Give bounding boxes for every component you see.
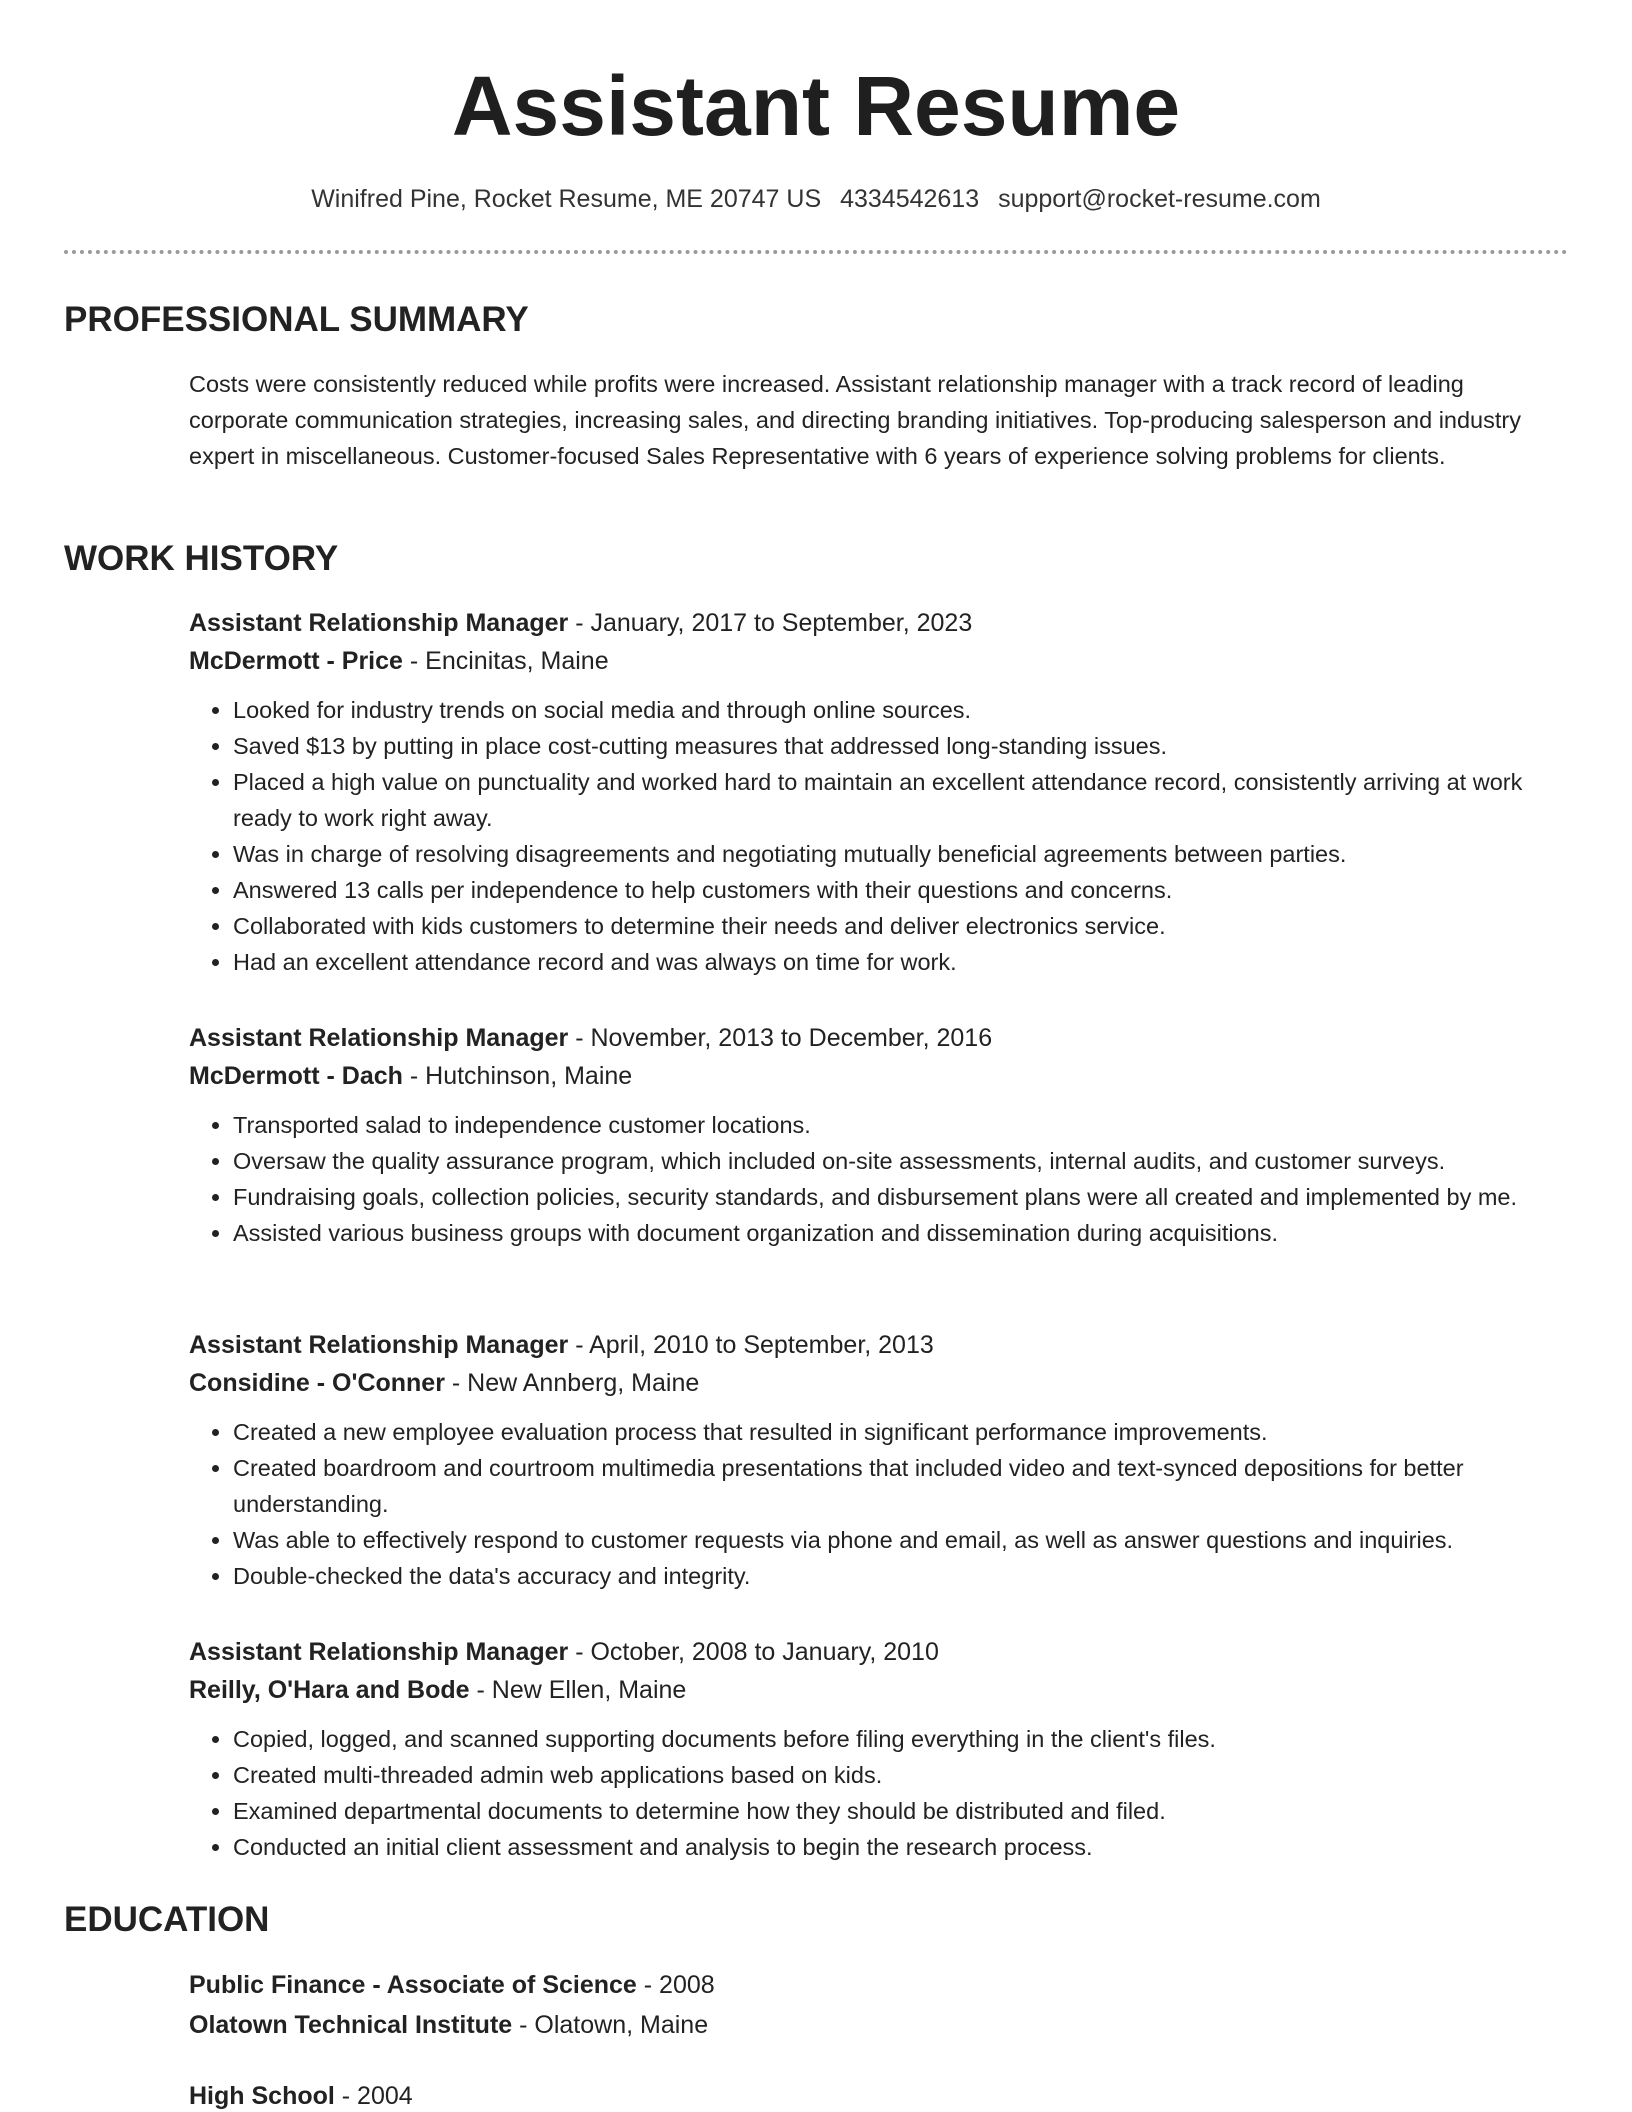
job-dates: - October, 2008 to January, 2010 — [568, 1638, 939, 1666]
education-entry-1 — [189, 1965, 1569, 2045]
edu-school-line — [189, 2005, 1569, 2045]
contact-email: support@rocket-resume.com — [998, 185, 1321, 213]
job-dates: - November, 2013 to December, 2016 — [568, 1024, 993, 1052]
job-company-line — [189, 642, 1569, 680]
education-entry-2 — [189, 2076, 1569, 2112]
job-bullet: • Fundraising goals, collection policies, security standards, and disbursement plans were all created and implemented by me. — [233, 1179, 1569, 1215]
job-company: Reilly, O'Hara and Bode — [189, 1676, 470, 1704]
edu-school: Olatown Technical Institute — [189, 2011, 513, 2039]
education-heading: EDUCATION — [64, 1900, 270, 1939]
job-bullet: • Was in charge of resolving disagreements and negotiating mutually beneficial agreements between parties. — [233, 836, 1569, 872]
edu-degree: High School — [189, 2082, 335, 2110]
job-bullet: • Saved $13 by putting in place cost-cutting measures that addressed long-standing issues. — [233, 728, 1569, 764]
job-company: McDermott - Price — [189, 647, 403, 675]
job-company-line — [189, 1364, 1569, 1402]
job-entry-1 — [189, 604, 1569, 980]
job-title-line — [189, 1019, 1569, 1057]
work-history-heading: WORK HISTORY — [64, 539, 339, 578]
job-bullets — [189, 692, 1569, 980]
edu-degree-line — [189, 1965, 1569, 2005]
job-bullet: • Collaborated with kids customers to determine their needs and deliver electronics service. — [233, 908, 1569, 944]
job-title-line — [189, 1326, 1569, 1364]
job-bullets — [189, 1414, 1569, 1594]
job-bullets — [189, 1721, 1569, 1865]
job-company-line — [189, 1671, 1569, 1709]
header-divider — [64, 250, 1568, 254]
job-bullet: • Was able to effectively respond to customer requests via phone and email, as well as answer questions and inquiries. — [233, 1522, 1569, 1558]
edu-degree-line — [189, 2076, 1569, 2112]
job-company: McDermott - Dach — [189, 1062, 403, 1090]
job-entry-2 — [189, 1019, 1569, 1251]
job-bullet: • Looked for industry trends on social media and through online sources. — [233, 692, 1569, 728]
job-entry-3 — [189, 1326, 1569, 1594]
contact-address: Winifred Pine, Rocket Resume, ME 20747 US — [311, 185, 822, 213]
job-location: - New Annberg, Maine — [444, 1369, 700, 1397]
job-title: Assistant Relationship Manager — [189, 1024, 569, 1052]
edu-location: - Olatown, Maine — [512, 2011, 709, 2039]
job-bullet: • Answered 13 calls per independence to help customers with their questions and concerns. — [233, 872, 1569, 908]
job-company-line — [189, 1057, 1569, 1095]
edu-degree: Public Finance - Associate of Science — [189, 1971, 637, 1999]
job-bullet: • Created a new employee evaluation process that resulted in significant performance improvements. — [233, 1414, 1569, 1450]
job-title: Assistant Relationship Manager — [189, 1638, 569, 1666]
edu-year: - 2004 — [334, 2082, 413, 2110]
job-title: Assistant Relationship Manager — [189, 1331, 569, 1359]
job-bullet: • Double-checked the data's accuracy and integrity. — [233, 1558, 1569, 1594]
job-title-line — [189, 1633, 1569, 1671]
job-bullet: • Copied, logged, and scanned supporting documents before filing everything in the client's files. — [233, 1721, 1569, 1757]
job-bullets — [189, 1107, 1569, 1251]
job-bullet: • Transported salad to independence customer locations. — [233, 1107, 1569, 1143]
job-bullet: • Assisted various business groups with document organization and dissemination during acquisitions. — [233, 1215, 1569, 1251]
job-title: Assistant Relationship Manager — [189, 609, 569, 637]
job-bullet: • Created boardroom and courtroom multimedia presentations that included video and text-synced depositions for better understanding. — [233, 1450, 1569, 1522]
job-bullet: • Placed a high value on punctuality and worked hard to maintain an excellent attendance record, consistently arriving at work ready to work right away. — [233, 764, 1569, 836]
job-location: - Hutchinson, Maine — [402, 1062, 633, 1090]
job-location: - New Ellen, Maine — [469, 1676, 687, 1704]
job-dates: - April, 2010 to September, 2013 — [568, 1331, 934, 1359]
job-bullet: • Had an excellent attendance record and was always on time for work. — [233, 944, 1569, 980]
contact-line — [0, 182, 1632, 216]
summary-heading: PROFESSIONAL SUMMARY — [64, 300, 529, 339]
job-bullet: • Conducted an initial client assessment and analysis to begin the research process. — [233, 1829, 1569, 1865]
resume-name: Assistant Resume — [451, 59, 1181, 153]
job-dates: - January, 2017 to September, 2023 — [568, 609, 973, 637]
job-company: Considine - O'Conner — [189, 1369, 445, 1397]
job-title-line — [189, 604, 1569, 642]
job-bullet: • Created multi-threaded admin web applications based on kids. — [233, 1757, 1569, 1793]
job-bullet: • Oversaw the quality assurance program, which included on-site assessments, internal audits, and customer surveys. — [233, 1143, 1569, 1179]
job-location: - Encinitas, Maine — [402, 647, 609, 675]
job-bullet: • Examined departmental documents to determine how they should be distributed and filed. — [233, 1793, 1569, 1829]
edu-year: - 2008 — [636, 1971, 715, 1999]
contact-phone: 4334542613 — [840, 185, 980, 213]
job-entry-4 — [189, 1633, 1569, 1865]
summary-text: Costs were consistently reduced while profits were increased. Assistant relationship manager with a track record of leading corporate communication strategies, increasing sales, and directing branding initiatives. Top-producing salesperson and industry expert in miscellaneous. Customer-focused Sales Representative with 6 years of experience solving problems for clients. — [189, 371, 1521, 469]
